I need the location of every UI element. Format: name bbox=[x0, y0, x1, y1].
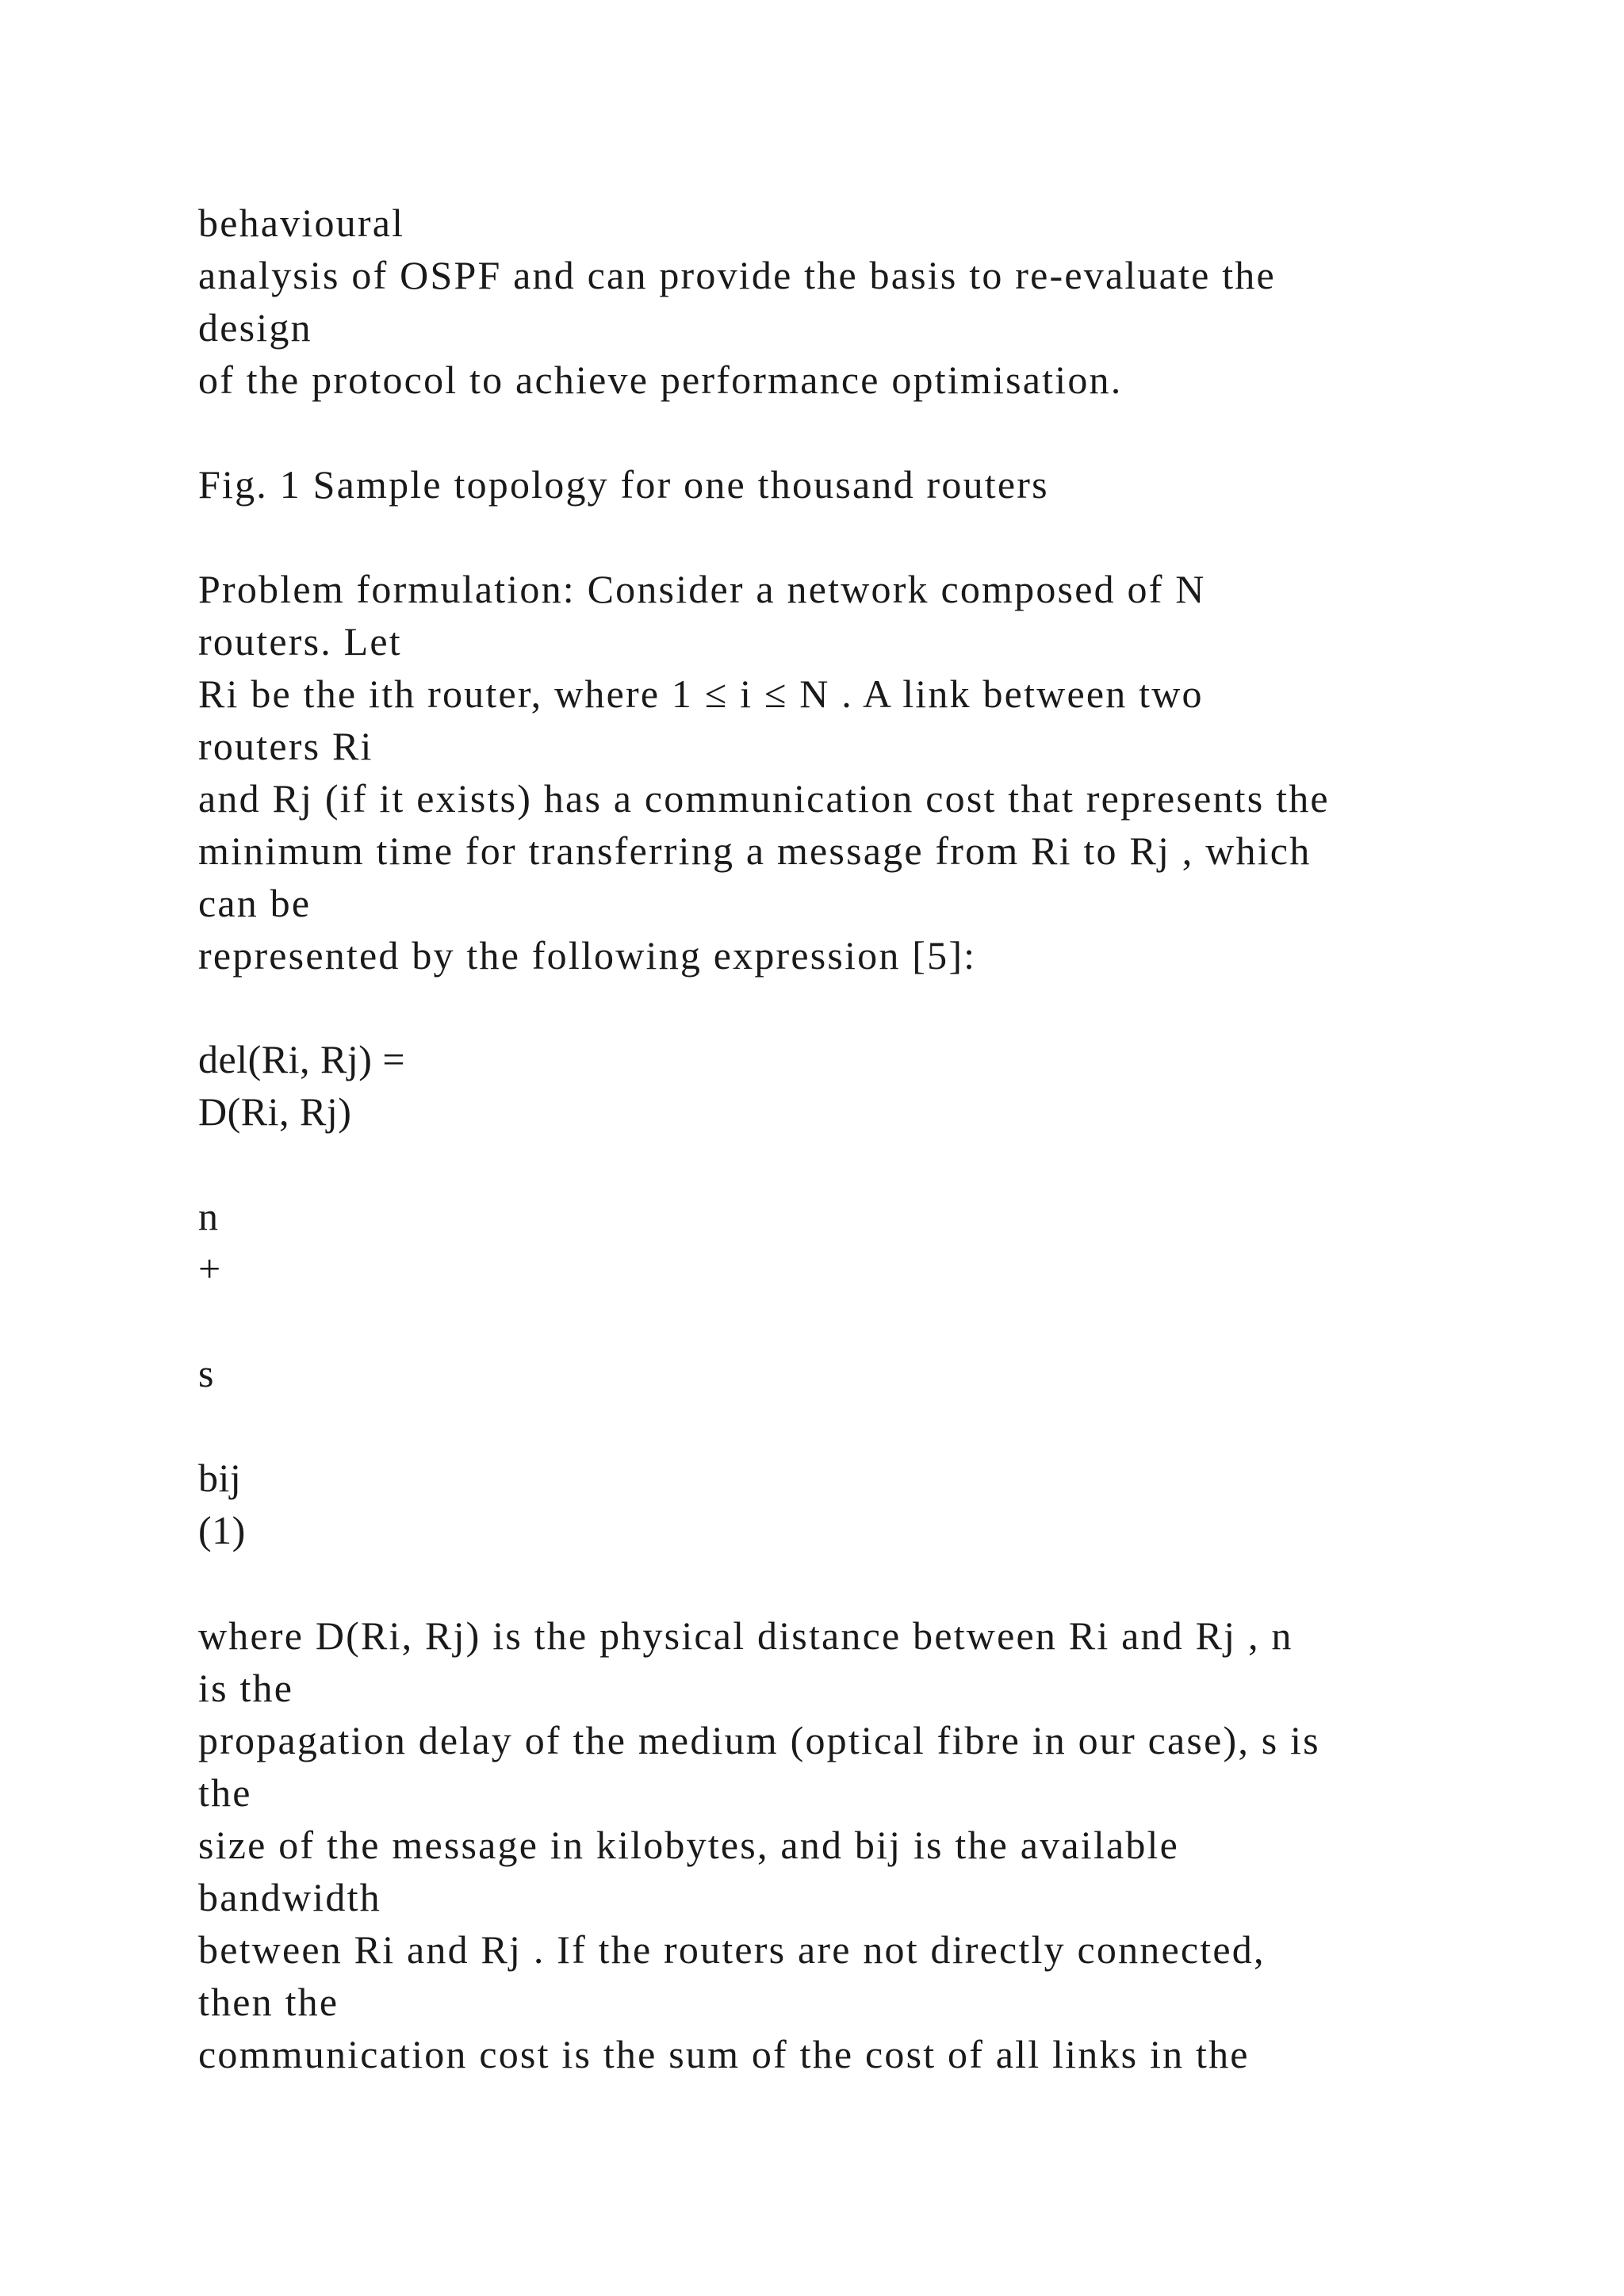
text-line: analysis of OSPF and can provide the basis to re-evaluate the bbox=[198, 253, 1276, 297]
text-line: where D(Ri, Rj) is the physical distance between Ri and Rj , n bbox=[198, 1613, 1293, 1658]
text-line: can be bbox=[198, 881, 312, 925]
text-line: of the protocol to achieve performance optimisation. bbox=[198, 358, 1123, 402]
text-line: between Ri and Rj . If the routers are not directly connected, bbox=[198, 1927, 1266, 1972]
figure-caption: Fig. 1 Sample topology for one thousand routers bbox=[198, 462, 1049, 507]
text-line: routers. Let bbox=[198, 619, 402, 664]
text-line: Problem formulation: Consider a network composed of N bbox=[198, 567, 1206, 611]
text-line: is the bbox=[198, 1666, 294, 1710]
text-line: propagation delay of the medium (optical fibre in our case), s is bbox=[198, 1718, 1320, 1762]
text-line: behavioural bbox=[198, 201, 405, 245]
text-line: communication cost is the sum of the cost of all links in the bbox=[198, 2032, 1250, 2076]
equation-line: del(Ri, Rj) = bbox=[198, 1037, 406, 1081]
text-line: bandwidth bbox=[198, 1875, 381, 1919]
equation-line: s bbox=[198, 1351, 214, 1395]
text-line: the bbox=[198, 1770, 252, 1815]
equation-line: D(Ri, Rj) bbox=[198, 1089, 352, 1134]
equation-line: bij bbox=[198, 1456, 242, 1500]
text-line: minimum time for transferring a message from Ri to Rj , which bbox=[198, 828, 1312, 873]
equation-number: (1) bbox=[198, 1508, 246, 1552]
text-line: design bbox=[198, 305, 312, 350]
text-line: size of the message in kilobytes, and bij is the available bbox=[198, 1823, 1180, 1867]
text-line: Ri be the ith router, where 1 ≤ i ≤ N . A link between two bbox=[198, 672, 1204, 716]
text-line: routers Ri bbox=[198, 724, 373, 768]
equation-line: + bbox=[198, 1246, 221, 1291]
text-line: and Rj (if it exists) has a communication cost that represents the bbox=[198, 776, 1330, 821]
text-line: represented by the following expression [5]: bbox=[198, 933, 977, 978]
text-line: then the bbox=[198, 1980, 339, 2024]
equation-line: n bbox=[198, 1194, 219, 1238]
